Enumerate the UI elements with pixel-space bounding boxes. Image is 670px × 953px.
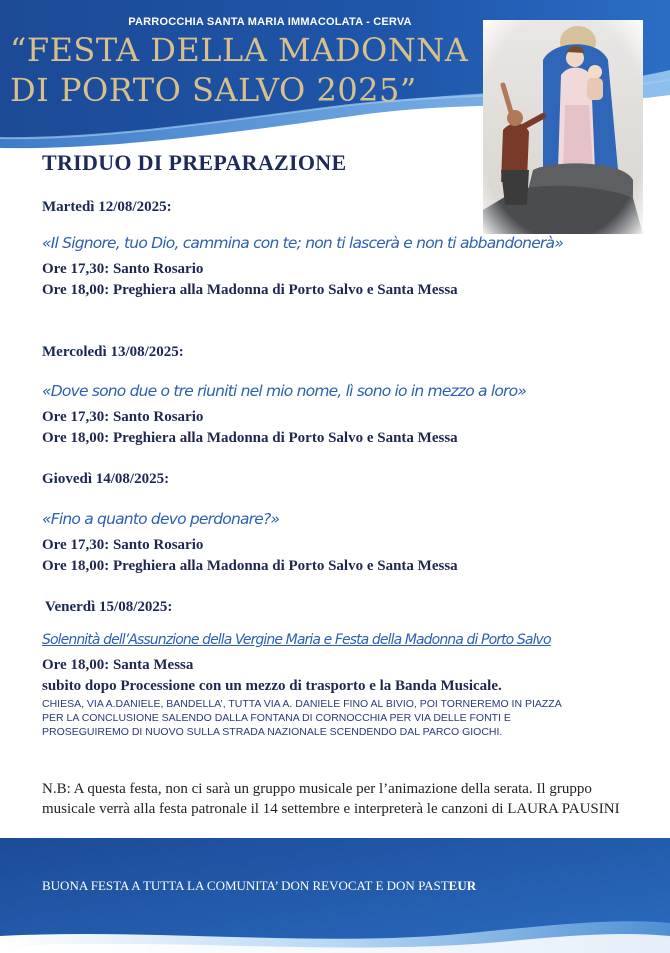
footer-wave-background — [0, 838, 670, 953]
madonna-statue-photo — [483, 20, 643, 234]
rosary-time-2: Ore 17,30: Santo Rosario — [42, 409, 204, 425]
page-title — [10, 30, 490, 110]
day-date-3: Giovedì 14/08/2025: — [42, 471, 170, 487]
section-title: TRIDUO DI PREPARAZIONE — [42, 150, 347, 175]
rosary-time-3: Ore 17,30: Santo Rosario — [42, 537, 204, 553]
friday-mass-time: Ore 18,00: Santa Messa — [42, 657, 194, 673]
procession-route: CHIESA, VIA A.DANIELE, BANDELLA’, TUTTA VIA A. DANIELE FINO AL BIVIO, POI TORNEREMO IN PIAZZA PER LA CONCLUSIONE SALENDO DALLA FONTANA DI CORNOCCHIA PER VIA DELLE FONTI E PROSEGUIREMO DI NUOVO SULLA STRADA NAZIONALE SCENDENDO DAL PARCO GIOCHI. — [42, 698, 562, 738]
mass-time-2: Ore 18,00: Preghiera alla Madonna di Porto Salvo e Santa Messa — [42, 430, 458, 446]
day-quote-2: «Dove sono due o tre riuniti nel mio nome, lì sono io in mezzo a loro» — [42, 382, 527, 400]
parish-name: PARROCCHIA SANTA MARIA IMMACOLATA - CERVA — [128, 16, 412, 28]
day-date-1: Martedì 12/08/2025: — [42, 199, 172, 215]
day-date-2: Mercoledì 13/08/2025: — [42, 344, 184, 360]
procession-text: subito dopo Processione con un mezzo di trasporto e la Banda Musicale. — [42, 678, 502, 694]
day-quote-3: «Fino a quanto devo perdonare?» — [42, 510, 280, 528]
footer-greeting — [42, 878, 476, 894]
mass-time-3: Ore 18,00: Preghiera alla Madonna di Porto Salvo e Santa Messa — [42, 558, 458, 574]
day-date-4: Venerdì 15/08/2025: — [45, 599, 173, 615]
footer-greeting-bold: EUR — [448, 878, 477, 893]
mass-time-1: Ore 18,00: Preghiera alla Madonna di Porto Salvo e Santa Messa — [42, 282, 458, 298]
footer-greeting-text: BUONA FESTA A TUTTA LA COMUNITA’ DON REVOCAT E DON PAST — [42, 878, 449, 893]
solennita-title: Solennità dell’Assunzione della Vergine Maria e Festa della Madonna di Porto Salvo — [42, 632, 551, 648]
note-text: N.B: A questa festa, non ci sarà un gruppo musicale per l’animazione della serata. Il gruppo musicale verrà alla festa patronale il 14 settembre e interpreterà le canzoni di LAURA PAUSINI — [42, 781, 620, 817]
title-line-1: “FESTA DELLA MADONNA — [10, 31, 469, 69]
rosary-time-1: Ore 17,30: Santo Rosario — [42, 261, 204, 277]
day-quote-1: «Il Signore, tuo Dio, cammina con te; non ti lascerà e non ti abbandonerà» — [42, 234, 563, 252]
title-line-2: DI PORTO SALVO 2025” — [10, 71, 417, 109]
